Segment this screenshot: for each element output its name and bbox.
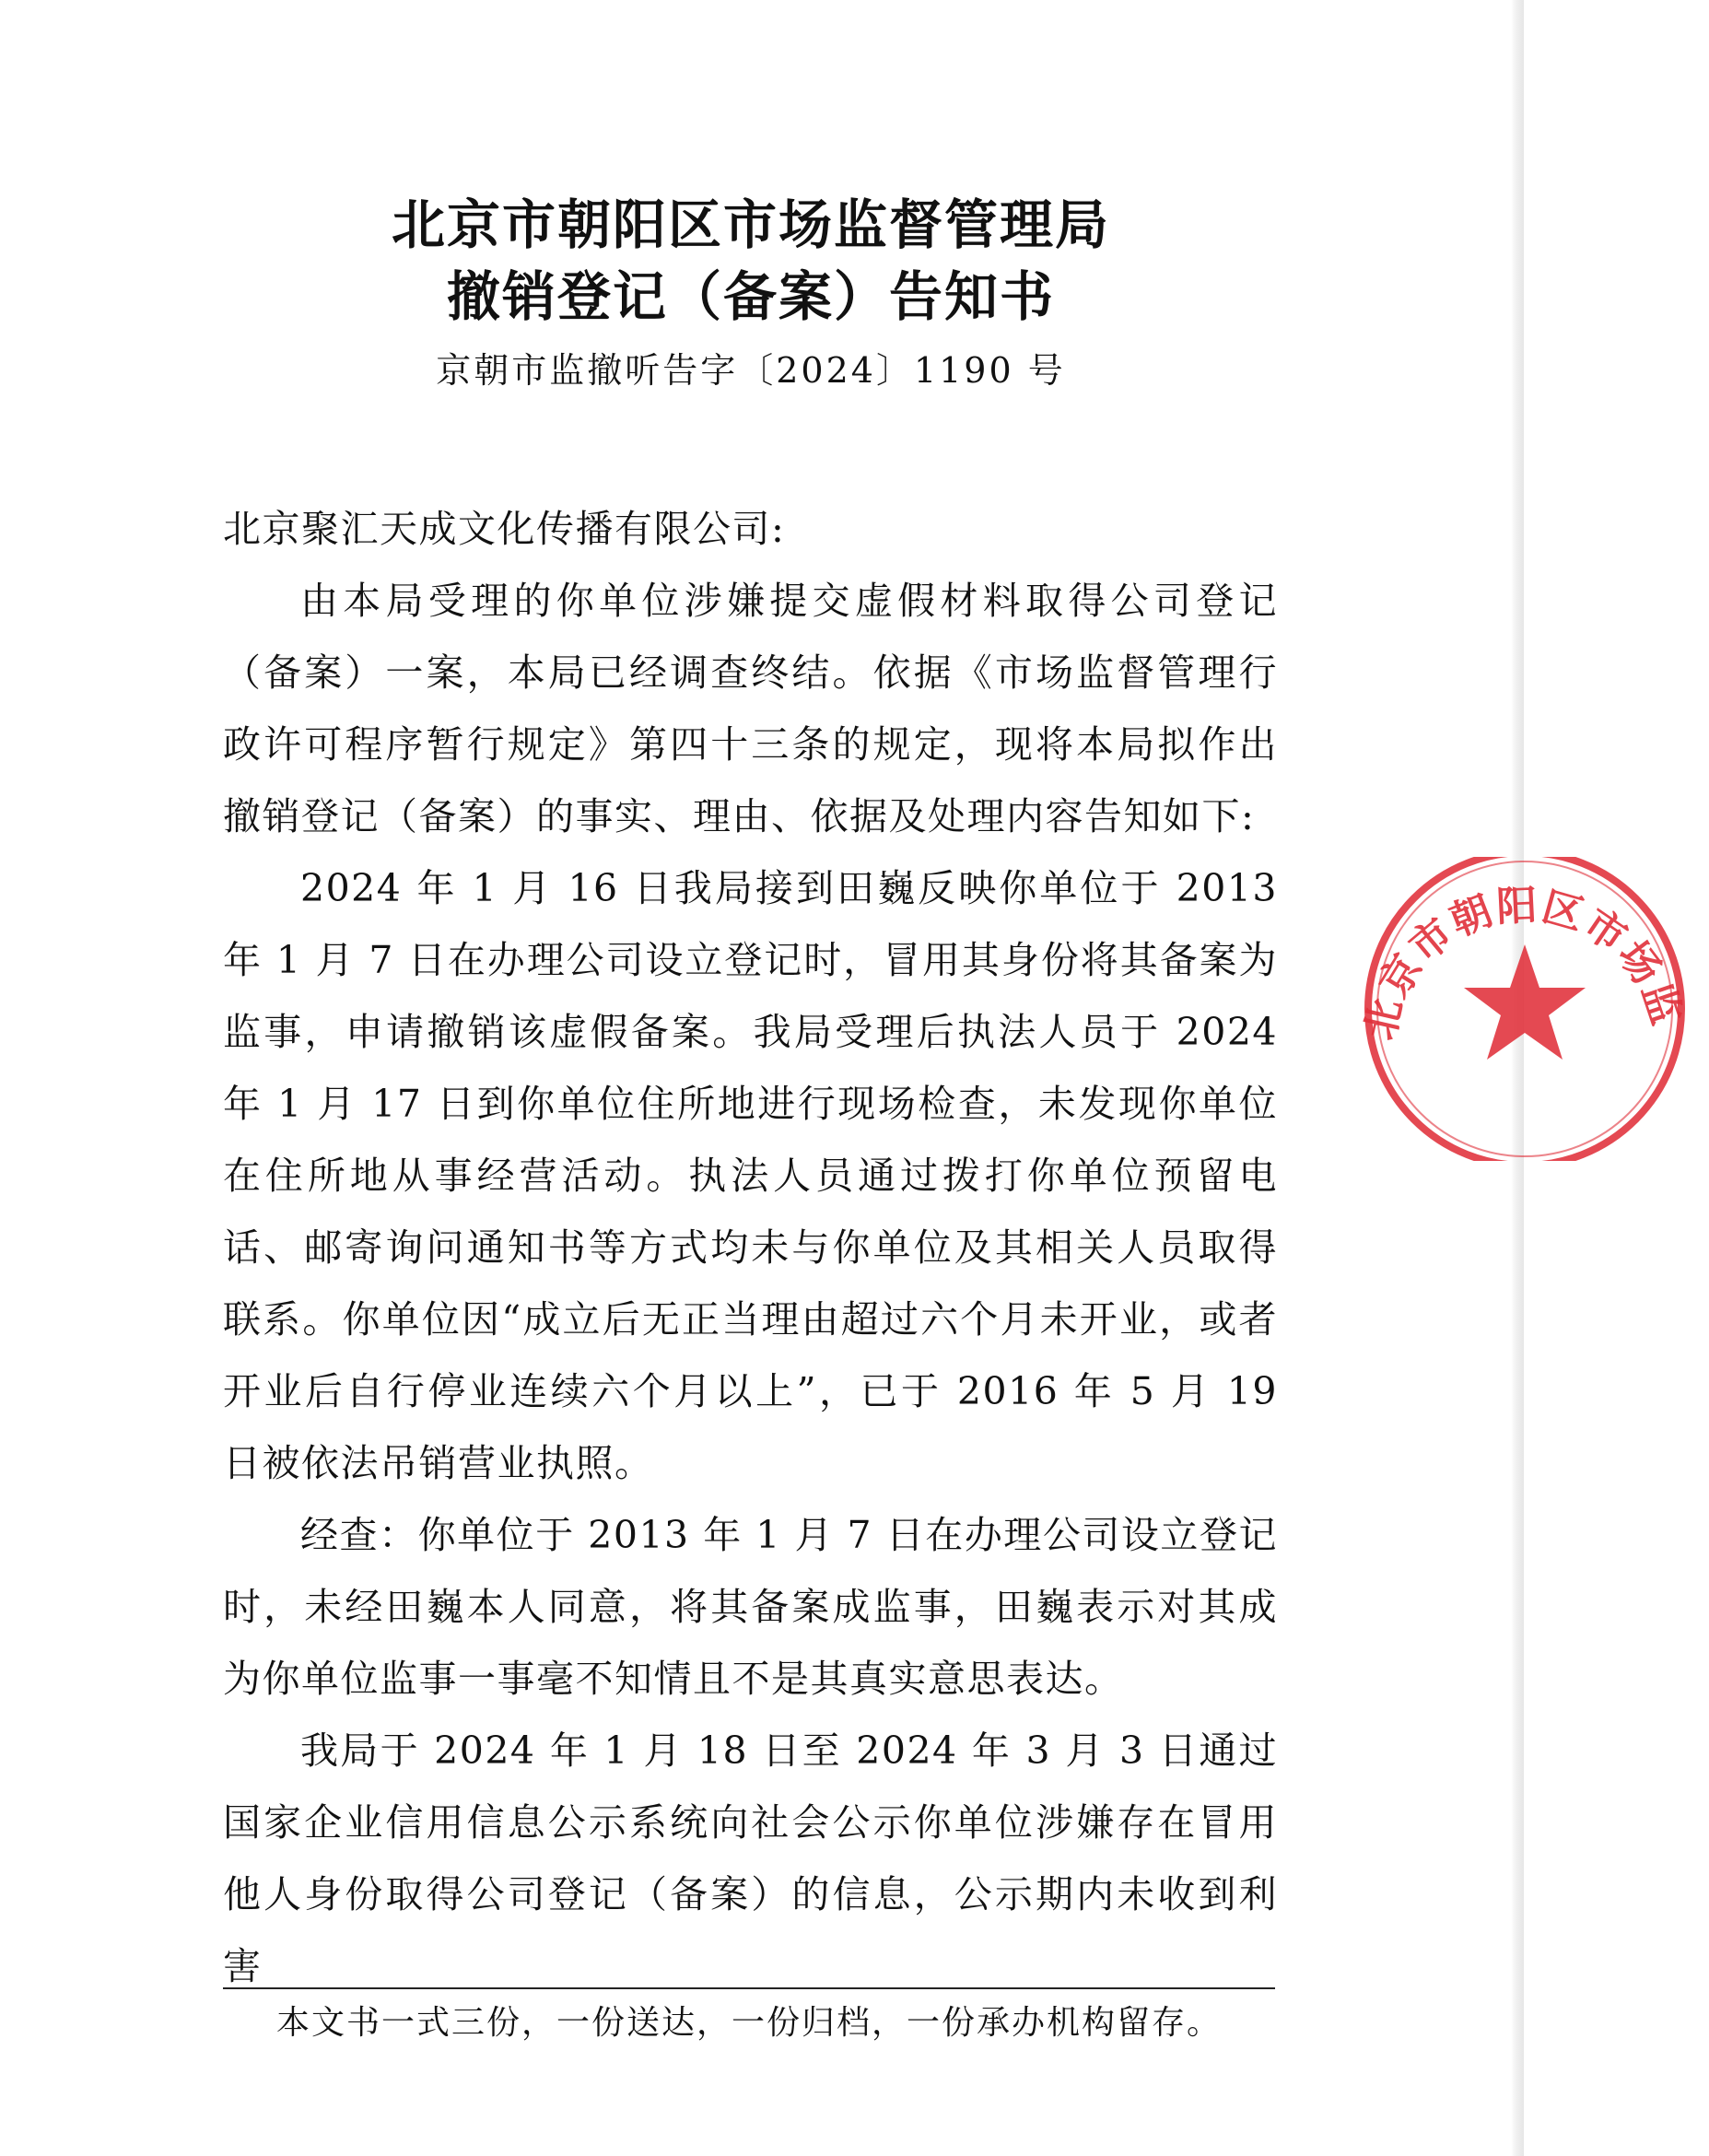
- paragraph-findings: 经查：你单位于 2013 年 1 月 7 日在办理公司设立登记时，未经田巍本人同意，将其备案成监事，田巍表示对其成为你单位监事一事毫不知情且不是其真实意思表达。: [223, 1513, 1278, 1701]
- addressee: 北京聚汇天成文化传播有限公司:: [223, 507, 786, 551]
- document-title-line1: 北京市朝阳区市场监督管理局: [391, 193, 1110, 256]
- seal-star-icon: [1464, 944, 1586, 1060]
- footer-note: 本文书一式三份，一份送达，一份归档，一份承办机构留存。: [275, 2004, 1222, 2042]
- paragraph-publicity: 我局于 2024 年 1 月 18 日至 2024 年 3 月 3 日通过国家企业信用信息公示系统向社会公示你单位涉嫌存在冒用他人身份取得公司登记（备案）的信息，公示期内未收到利害: [223, 1728, 1278, 1988]
- footer-divider: [223, 1987, 1275, 1989]
- paragraph-facts: 2024 年 1 月 16 日我局接到田巍反映你单位于 2013 年 1 月 7 日在办理公司设立登记时，冒用其身份将其备案为监事，申请撤销该虚假备案。我局受理后执法人员于 2024 年 1 月 17 日到你单位住所地进行现场检查，未发现你单位在住所地从事经营活动。执法人员通过拨打你单位预留电话、邮寄询问通知书等方式均未与你单位及其相关人员取得联系。你单位因“成立后无正当理由超过六个月未开业，或者开业后自行停业连续六个月以上”，已于 2016 年 5 月 19 日被依法吊销营业执照。: [223, 866, 1278, 1485]
- seal-text: 北京市朝阳区市场监: [1356, 882, 1691, 1045]
- document-title-line2: 撤销登记（备案）告知书: [446, 265, 1055, 328]
- document-number: 京朝市监撤听告字〔2024〕1190 号: [436, 350, 1066, 391]
- seal-svg: [1340, 857, 1709, 1161]
- official-seal-stamp: [1340, 857, 1691, 1161]
- paragraph-intro: 由本局受理的你单位涉嫌提交虚假材料取得公司登记（备案）一案，本局已经调查终结。依据《市场监督管理行政许可程序暂行规定》第四十三条的规定，现将本局拟作出撤销登记（备案）的事实、理由、依据及处理内容告知如下:: [223, 579, 1278, 838]
- document-body: [223, 493, 1278, 2002]
